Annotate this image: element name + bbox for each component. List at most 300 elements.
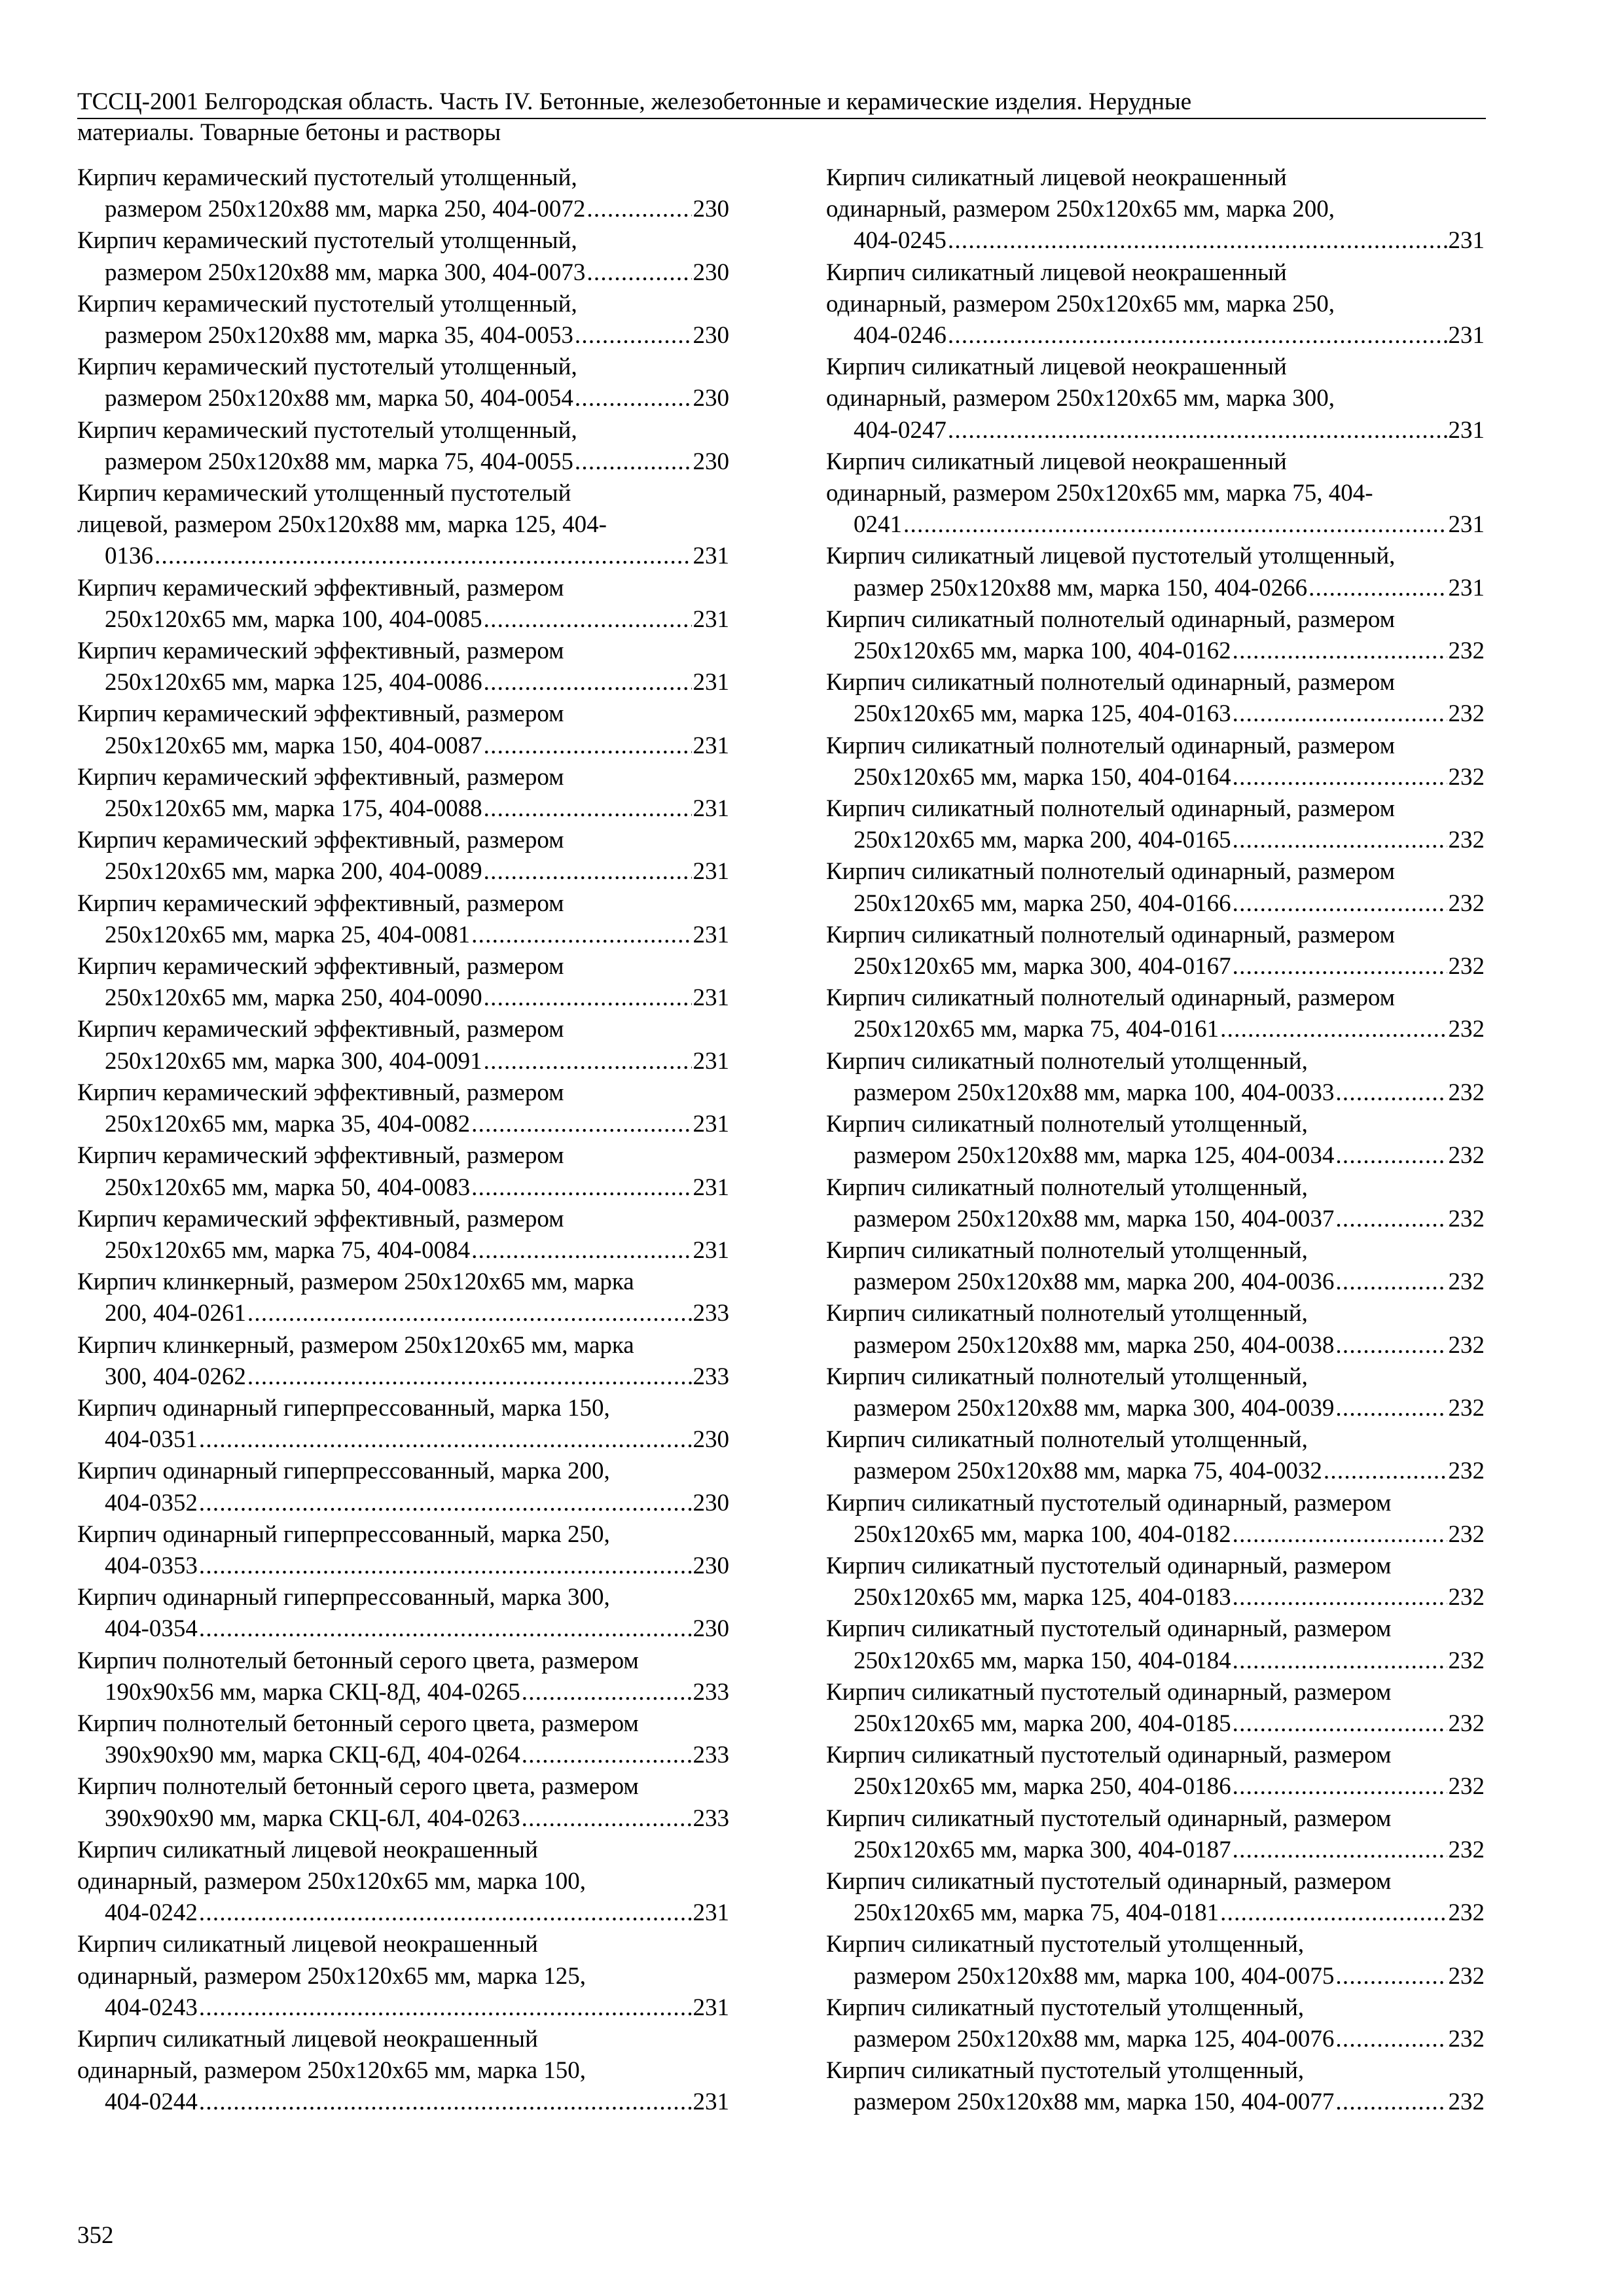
index-entry — [77, 415, 729, 478]
entry-text-tail: размером 250x120x88 мм, марка 35, 404-0053 — [105, 322, 573, 350]
entry-text-line: Кирпич одинарный гиперпрессованный, марка 200, — [77, 1458, 610, 1485]
index-entry — [826, 1613, 1485, 1676]
entry-page-number: 231 — [1448, 322, 1485, 350]
dot-leader — [484, 730, 692, 762]
entry-leader-row — [105, 856, 729, 888]
entry-page-number: 230 — [693, 1615, 729, 1643]
dot-leader — [948, 320, 1447, 351]
entry-text-line: Кирпич силикатный пустотелый утолщенный, — [826, 2057, 1305, 2085]
entry-leader-row — [105, 320, 729, 351]
entry-leader-row — [854, 1582, 1485, 1613]
entry-page-number: 232 — [1448, 1142, 1485, 1170]
entry-text-tail: 300, 404-0262 — [105, 1363, 246, 1390]
entry-page-number: 230 — [693, 385, 729, 412]
entry-page-number: 231 — [693, 921, 729, 948]
entry-leader-row — [105, 793, 729, 825]
entry-text-tail: размером 250x120x88 мм, марка 75, 404-0032 — [854, 1458, 1322, 1485]
entry-text-tail: 250x120x65 мм, марка 25, 404-0081 — [105, 921, 471, 948]
entry-text-line: Кирпич одинарный гиперпрессованный, марка 150, — [77, 1394, 610, 1422]
entry-text-line: Кирпич керамический эффективный, размером — [77, 1205, 564, 1232]
entry-text-tail: размером 250x120x88 мм, марка 125, 404-0034 — [854, 1142, 1335, 1170]
entry-text-line: Кирпич силикатный полнотелый одинарный, размером — [826, 605, 1396, 633]
index-entry — [826, 1361, 1485, 1424]
entry-text-line: Кирпич силикатный пустотелый одинарный, размером — [826, 1678, 1392, 1706]
entry-page-number: 231 — [1448, 416, 1485, 444]
entry-text-line: Кирпич силикатный полнотелый одинарный, размером — [826, 984, 1396, 1012]
entry-page-number: 232 — [1448, 1394, 1485, 1422]
entry-text-line: Кирпич керамический эффективный, размером — [77, 763, 564, 791]
entry-leader-row — [854, 1519, 1485, 1551]
entry-page-number: 231 — [693, 795, 729, 823]
entry-text-tail: 250x120x65 мм, марка 200, 404-0089 — [105, 858, 482, 886]
index-entry — [77, 162, 729, 225]
entry-text-tail: 250x120x65 мм, марка 300, 404-0091 — [105, 1047, 482, 1075]
entry-text-line: Кирпич керамический эффективный, размером — [77, 827, 564, 854]
entry-page-number: 232 — [1448, 1710, 1485, 1737]
entry-text-line: одинарный, размером 250x120x65 мм, марка 150, — [77, 2057, 586, 2085]
entry-page-number: 232 — [1448, 1520, 1485, 1548]
entry-text-line: лицевой, размером 250x120x88 мм, марка 125, 404- — [77, 511, 607, 539]
entry-text-line: Кирпич силикатный пустотелый утолщенный, — [826, 1994, 1305, 2021]
dot-leader — [471, 1172, 691, 1204]
dot-leader — [1233, 1835, 1447, 1866]
entry-leader-row — [854, 1077, 1485, 1109]
dot-leader — [484, 982, 692, 1014]
dot-leader — [247, 1298, 692, 1329]
entry-text-tail: 404-0245 — [854, 227, 947, 255]
dot-leader — [199, 1551, 692, 1582]
dot-leader — [484, 793, 692, 825]
entry-text-line: Кирпич керамический эффективный, размером — [77, 1016, 564, 1043]
entry-text-tail: 250x120x65 мм, марка 50, 404-0083 — [105, 1174, 471, 1201]
entry-text-tail: 0136 — [105, 543, 153, 570]
entry-page-number: 231 — [693, 1047, 729, 1075]
entry-text-line: Кирпич силикатный лицевой неокрашенный — [77, 1931, 538, 1958]
entry-page-number: 232 — [1448, 1331, 1485, 1359]
dot-leader — [471, 1235, 691, 1266]
entry-text-line: Кирпич силикатный пустотелый одинарный, размером — [826, 1804, 1392, 1832]
dot-leader — [199, 1897, 692, 1929]
dot-leader — [575, 383, 692, 414]
entry-text-tail: 390x90x90 мм, марка СКЦ-6Л, 404-0263 — [105, 1804, 520, 1832]
entry-leader-row — [854, 1771, 1485, 1803]
entry-text-line: Кирпич силикатный полнотелый одинарный, размером — [826, 795, 1396, 823]
index-entry — [826, 2055, 1485, 2118]
entry-page-number: 232 — [1448, 1584, 1485, 1611]
entry-text-tail: 404-0353 — [105, 1552, 198, 1579]
entry-text-line: Кирпич силикатный полнотелый утолщенный, — [826, 1363, 1308, 1390]
entry-text-tail: 404-0352 — [105, 1489, 198, 1516]
entry-text-line: Кирпич силикатный пустотелый утолщенный, — [826, 1931, 1305, 1958]
header-line-2: материалы. Товарные бетоны и растворы — [77, 119, 501, 146]
index-entry — [826, 856, 1485, 919]
entry-page-number: 232 — [1448, 889, 1485, 917]
entry-page-number: 230 — [693, 1489, 729, 1516]
entry-text-tail: 250x120x65 мм, марка 100, 404-0085 — [105, 605, 482, 633]
entry-text-line: Кирпич керамический эффективный, размером — [77, 574, 564, 601]
entry-leader-row — [105, 383, 729, 414]
entry-leader-row — [854, 1961, 1485, 1992]
entry-leader-row — [105, 541, 729, 572]
index-entry — [826, 1677, 1485, 1740]
dot-leader — [522, 1677, 692, 1708]
dot-leader — [575, 320, 692, 351]
dot-leader — [199, 1488, 692, 1519]
dot-leader — [522, 1803, 692, 1835]
entry-text-line: Кирпич силикатный полнотелый утолщенный, — [826, 1111, 1308, 1138]
index-entry — [77, 1456, 729, 1518]
entry-page-number: 231 — [693, 605, 729, 633]
entry-leader-row — [854, 1897, 1485, 1929]
entry-leader-row — [854, 1456, 1485, 1487]
entry-page-number: 232 — [1448, 1647, 1485, 1674]
entry-text-tail: размер 250x120x88 мм, марка 150, 404-0266 — [854, 574, 1308, 601]
index-entry — [77, 2024, 729, 2119]
index-entry — [826, 1046, 1485, 1109]
entry-text-line: Кирпич одинарный гиперпрессованный, марка 250, — [77, 1520, 610, 1548]
dot-leader — [1233, 1645, 1447, 1677]
entry-leader-row — [854, 1330, 1485, 1361]
entry-text-line: Кирпич керамический пустотелый утолщенный, — [77, 164, 577, 191]
entry-leader-row — [854, 636, 1485, 667]
index-entry — [826, 351, 1485, 446]
entry-text-tail: 404-0243 — [105, 1994, 198, 2021]
entry-text-tail: 404-0354 — [105, 1615, 198, 1643]
entry-text-tail: 250x120x65 мм, марка 100, 404-0162 — [854, 637, 1231, 665]
index-entry — [826, 1172, 1485, 1235]
index-entry — [826, 982, 1485, 1045]
index-entry — [77, 1393, 729, 1456]
dot-leader — [1335, 1204, 1447, 1235]
index-entry — [826, 1109, 1485, 1172]
entry-leader-row — [105, 1109, 729, 1140]
entry-leader-row — [854, 698, 1485, 730]
entry-page-number: 232 — [1448, 2089, 1485, 2116]
entry-leader-row — [105, 2087, 729, 2118]
entry-page-number: 231 — [693, 732, 729, 759]
entry-page-number: 231 — [693, 1174, 729, 1201]
entry-leader-row — [854, 415, 1485, 446]
entry-text-line: Кирпич керамический эффективный, размером — [77, 1142, 564, 1170]
entry-page-number: 231 — [1448, 227, 1485, 255]
entry-text-line: одинарный, размером 250x120x65 мм, марка 250, — [826, 290, 1335, 317]
entry-text-tail: размером 250x120x88 мм, марка 200, 404-0036 — [854, 1268, 1335, 1296]
index-entry — [77, 951, 729, 1014]
entry-leader-row — [105, 1424, 729, 1456]
entry-text-line: одинарный, размером 250x120x65 мм, марка 125, — [77, 1962, 586, 1990]
entry-leader-row — [854, 825, 1485, 856]
entry-text-line: Кирпич силикатный пустотелый одинарный, размером — [826, 1742, 1392, 1769]
entry-text-tail: 250x120x65 мм, марка 250, 404-0090 — [105, 984, 482, 1012]
dot-leader — [1308, 573, 1447, 604]
index-entry — [77, 1645, 729, 1708]
entry-text-tail: 250x120x65 мм, марка 35, 404-0082 — [105, 1111, 471, 1138]
entry-text-tail: 0241 — [854, 511, 902, 539]
entry-text-line: Кирпич силикатный пустотелый одинарный, размером — [826, 1615, 1392, 1643]
entry-leader-row — [854, 1140, 1485, 1172]
entry-leader-row — [105, 194, 729, 225]
entry-leader-row — [105, 1677, 729, 1708]
entry-page-number: 231 — [693, 984, 729, 1012]
entry-leader-row — [105, 1740, 729, 1771]
index-entry — [826, 1551, 1485, 1613]
dot-leader — [471, 920, 691, 951]
entry-text-line: Кирпич силикатный полнотелый одинарный, размером — [826, 732, 1396, 759]
entry-page-number: 231 — [693, 1994, 729, 2021]
entry-text-line: Кирпич силикатный пустотелый одинарный, размером — [826, 1489, 1392, 1516]
entry-page-number: 232 — [1448, 2025, 1485, 2053]
entry-text-line: Кирпич керамический пустотелый утолщенный, — [77, 227, 577, 255]
dot-leader — [948, 415, 1447, 446]
index-entry — [826, 446, 1485, 541]
entry-page-number: 231 — [693, 669, 729, 696]
entry-text-tail: 250x120x65 мм, марка 200, 404-0165 — [854, 827, 1231, 854]
entry-page-number: 231 — [1448, 511, 1485, 539]
entry-text-line: Кирпич полнотелый бетонный серого цвета, размером — [77, 1647, 639, 1674]
entry-leader-row — [854, 1266, 1485, 1298]
dot-leader — [484, 667, 692, 698]
index-entry — [826, 793, 1485, 856]
index-entry — [77, 1582, 729, 1645]
entry-leader-row — [105, 1172, 729, 1204]
entry-text-tail: 390x90x90 мм, марка СКЦ-6Д, 404-0264 — [105, 1742, 520, 1769]
entry-leader-row — [854, 1645, 1485, 1677]
entry-text-tail: 250x120x65 мм, марка 75, 404-0084 — [105, 1236, 471, 1264]
dot-leader — [586, 194, 691, 225]
entry-text-line: Кирпич керамический утолщенный пустотелый — [77, 480, 571, 507]
entry-text-tail: размером 250x120x88 мм, марка 300, 404-0039 — [854, 1394, 1335, 1422]
index-entry — [77, 1330, 729, 1393]
index-entry — [77, 1204, 729, 1266]
index-entry — [826, 1298, 1485, 1361]
entry-page-number: 232 — [1448, 1205, 1485, 1232]
entry-page-number: 232 — [1448, 1268, 1485, 1296]
entry-text-line: Кирпич керамический эффективный, размером — [77, 889, 564, 917]
index-entry — [77, 573, 729, 636]
entry-leader-row — [105, 920, 729, 951]
index-entry — [77, 636, 729, 698]
entry-text-line: одинарный, размером 250x120x65 мм, марка 75, 404- — [826, 480, 1373, 507]
entry-text-line: Кирпич полнотелый бетонный серого цвета, размером — [77, 1773, 639, 1801]
entry-page-number: 232 — [1448, 700, 1485, 728]
entry-page-number: 232 — [1448, 1899, 1485, 1927]
index-entry — [77, 1266, 729, 1329]
entry-text-line: Кирпич керамический эффективный, размером — [77, 953, 564, 980]
entry-page-number: 232 — [1448, 1016, 1485, 1043]
entry-leader-row — [854, 762, 1485, 793]
index-entry — [826, 1866, 1485, 1929]
entry-leader-row — [105, 667, 729, 698]
dot-leader — [154, 541, 692, 572]
dot-leader — [1233, 636, 1447, 667]
entry-page-number: 232 — [1448, 827, 1485, 854]
entry-text-tail: 190x90x56 мм, марка СКЦ-8Д, 404-0265 — [105, 1678, 520, 1706]
running-header — [77, 86, 1486, 148]
dot-leader — [1335, 1393, 1447, 1424]
index-entry — [826, 1424, 1485, 1487]
dot-leader — [1233, 951, 1447, 982]
index-entry — [826, 1803, 1485, 1866]
dot-leader — [484, 856, 692, 888]
index-entry — [826, 541, 1485, 603]
entry-leader-row — [854, 1393, 1485, 1424]
dot-leader — [1233, 1582, 1447, 1613]
entry-page-number: 232 — [1448, 1079, 1485, 1106]
entry-text-tail: 404-0351 — [105, 1426, 198, 1454]
entry-text-tail: размером 250x120x88 мм, марка 125, 404-0076 — [854, 2025, 1335, 2053]
entry-page-number: 232 — [1448, 1962, 1485, 1990]
entry-leader-row — [854, 1204, 1485, 1235]
entry-text-tail: 404-0242 — [105, 1899, 198, 1927]
index-entry — [826, 1992, 1485, 2055]
entry-text-line: Кирпич керамический эффективный, размером — [77, 1079, 564, 1106]
entry-leader-row — [105, 446, 729, 478]
index-entry — [826, 257, 1485, 352]
entry-text-tail: 404-0246 — [854, 322, 947, 350]
dot-leader — [1233, 1519, 1447, 1551]
entry-text-line: Кирпич силикатный полнотелый одинарный, размером — [826, 858, 1396, 886]
index-entry — [826, 162, 1485, 257]
entry-leader-row — [854, 1708, 1485, 1740]
entry-leader-row — [105, 1897, 729, 1929]
entry-text-line: Кирпич одинарный гиперпрессованный, марка 300, — [77, 1584, 610, 1611]
dot-leader — [903, 509, 1447, 541]
index-entry — [77, 1929, 729, 2024]
entry-page-number: 231 — [693, 2089, 729, 2116]
dot-leader — [1335, 1077, 1447, 1109]
entry-text-line: одинарный, размером 250x120x65 мм, марка 300, — [826, 385, 1335, 412]
entry-text-tail: 250x120x65 мм, марка 250, 404-0186 — [854, 1773, 1231, 1801]
entry-text-tail: 404-0247 — [854, 416, 947, 444]
entry-page-number: 231 — [1448, 574, 1485, 601]
entry-leader-row — [105, 1613, 729, 1645]
entry-page-number: 231 — [693, 1111, 729, 1138]
dot-leader — [484, 1046, 692, 1077]
entry-text-line: Кирпич клинкерный, размером 250x120x65 мм, марка — [77, 1331, 634, 1359]
dot-leader — [199, 1992, 692, 2024]
entry-text-tail: 250x120x65 мм, марка 300, 404-0167 — [854, 953, 1231, 980]
dot-leader — [1335, 1961, 1447, 1992]
index-entry — [826, 920, 1485, 982]
entry-leader-row — [105, 1488, 729, 1519]
entry-text-tail: 250x120x65 мм, марка 150, 404-0164 — [854, 763, 1231, 791]
dot-leader — [1220, 1897, 1447, 1929]
entry-leader-row — [854, 2087, 1485, 2118]
dot-leader — [1335, 2087, 1447, 2118]
dot-leader — [522, 1740, 692, 1771]
entry-text-line: Кирпич керамический пустотелый утолщенный, — [77, 416, 577, 444]
entry-page-number: 230 — [693, 1426, 729, 1454]
dot-leader — [199, 1613, 692, 1645]
entry-text-tail: 250x120x65 мм, марка 200, 404-0185 — [854, 1710, 1231, 1737]
entry-text-line: Кирпич силикатный лицевой неокрашенный — [77, 1836, 538, 1863]
index-entry — [826, 604, 1485, 667]
entry-text-line: Кирпич клинкерный, размером 250x120x65 мм, марка — [77, 1268, 634, 1296]
entry-text-line: Кирпич силикатный полнотелый утолщенный, — [826, 1300, 1308, 1327]
dot-leader — [199, 2087, 692, 2118]
entry-leader-row — [105, 1046, 729, 1077]
entry-leader-row — [105, 982, 729, 1014]
index-entry — [77, 1014, 729, 1077]
index-entry — [77, 225, 729, 288]
entry-text-line: одинарный, размером 250x120x65 мм, марка 100, — [77, 1867, 586, 1895]
dot-leader — [575, 446, 692, 478]
dot-leader — [484, 604, 692, 636]
dot-leader — [1233, 888, 1447, 920]
entry-page-number: 232 — [1448, 1836, 1485, 1863]
entry-text-tail: 250x120x65 мм, марка 175, 404-0088 — [105, 795, 482, 823]
entry-page-number: 230 — [693, 322, 729, 350]
entry-leader-row — [854, 1835, 1485, 1866]
entry-page-number: 230 — [693, 259, 729, 286]
entry-leader-row — [105, 1551, 729, 1582]
entry-text-line: Кирпич силикатный пустотелый одинарный, размером — [826, 1552, 1392, 1579]
entry-text-tail: размером 250x120x88 мм, марка 100, 404-0033 — [854, 1079, 1335, 1106]
entry-text-line: Кирпич силикатный полнотелый одинарный, размером — [826, 669, 1396, 696]
entry-text-line: Кирпич силикатный лицевой неокрашенный — [77, 2025, 538, 2053]
entry-text-tail: 250x120x65 мм, марка 125, 404-0183 — [854, 1584, 1231, 1611]
entry-text-line: Кирпич силикатный лицевой пустотелый утолщенный, — [826, 543, 1396, 570]
entry-leader-row — [105, 1235, 729, 1266]
entry-text-tail: 200, 404-0261 — [105, 1300, 246, 1327]
entry-leader-row — [854, 320, 1485, 351]
entry-text-tail: 250x120x65 мм, марка 75, 404-0161 — [854, 1016, 1219, 1043]
dot-leader — [1233, 825, 1447, 856]
index-entry — [77, 1140, 729, 1203]
entry-leader-row — [105, 730, 729, 762]
index-entry — [77, 289, 729, 351]
index-entry — [826, 1235, 1485, 1298]
entry-text-line: Кирпич силикатный полнотелый утолщенный, — [826, 1426, 1308, 1454]
index-entry — [77, 698, 729, 761]
entry-page-number: 231 — [693, 1899, 729, 1927]
entry-leader-row — [854, 951, 1485, 982]
index-column-right — [826, 162, 1485, 2119]
dot-leader — [1233, 762, 1447, 793]
entry-text-line: Кирпич силикатный полнотелый утолщенный, — [826, 1174, 1308, 1201]
entry-text-tail: размером 250x120x88 мм, марка 150, 404-0037 — [854, 1205, 1335, 1232]
index-entry — [77, 888, 729, 951]
entry-text-line: Кирпич силикатный лицевой неокрашенный — [826, 353, 1287, 381]
entry-text-line: Кирпич силикатный лицевой неокрашенный — [826, 164, 1287, 191]
entry-page-number: 232 — [1448, 763, 1485, 791]
entry-text-line: Кирпич полнотелый бетонный серого цвета, размером — [77, 1710, 639, 1737]
entry-text-line: Кирпич силикатный полнотелый утолщенный, — [826, 1236, 1308, 1264]
entry-text-line: Кирпич керамический эффективный, размером — [77, 700, 564, 728]
entry-leader-row — [105, 1298, 729, 1329]
entry-page-number: 232 — [1448, 637, 1485, 665]
index-entry — [77, 1708, 729, 1771]
entry-leader-row — [105, 604, 729, 636]
entry-leader-row — [854, 573, 1485, 604]
index-entry — [77, 1835, 729, 1929]
dot-leader — [586, 257, 691, 289]
entry-page-number: 233 — [693, 1300, 729, 1327]
dot-leader — [1335, 1266, 1447, 1298]
entry-text-tail: 250x120x65 мм, марка 125, 404-0163 — [854, 700, 1231, 728]
dot-leader — [1335, 1330, 1447, 1361]
entry-page-number: 231 — [693, 858, 729, 886]
entry-text-tail: размером 250x120x88 мм, марка 50, 404-0054 — [105, 385, 573, 412]
entry-leader-row — [854, 509, 1485, 541]
dot-leader — [948, 225, 1447, 257]
dot-leader — [1335, 2024, 1447, 2055]
entry-leader-row — [105, 257, 729, 289]
entry-text-tail: 250x120x65 мм, марка 75, 404-0181 — [854, 1899, 1219, 1927]
index-entry — [77, 478, 729, 573]
index-entry — [77, 1077, 729, 1140]
entry-text-tail: 250x120x65 мм, марка 150, 404-0184 — [854, 1647, 1231, 1674]
